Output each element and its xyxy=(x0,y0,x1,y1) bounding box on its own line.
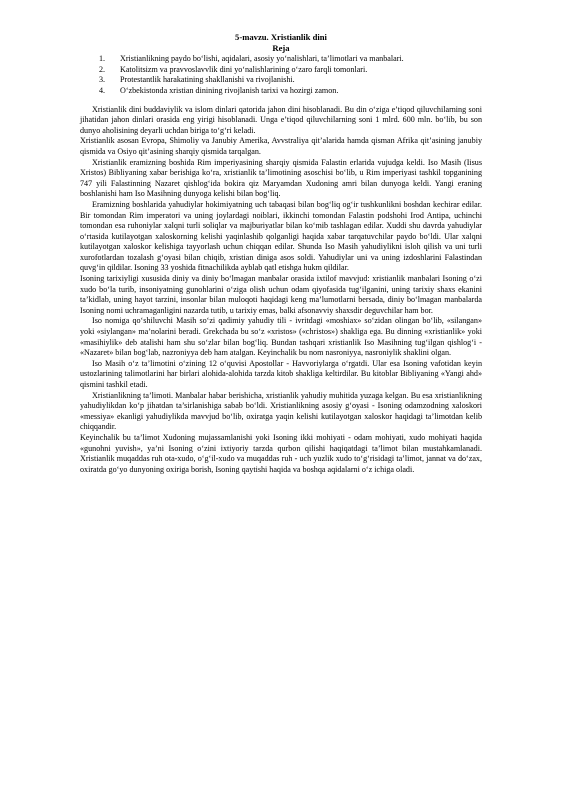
plan-item-number: 4. xyxy=(99,85,106,95)
plan-item xyxy=(80,86,482,97)
plan-item-text: Katolitsizm va pravvoslavvlik dini yo‘nalishlarining o‘zaro farqli tomonlari. xyxy=(120,64,368,74)
plan-item xyxy=(80,75,482,86)
paragraph: Xristianlik dini buddaviylik va islom dinlari qatorida jahon dini hisoblanadi. Bu din o‘ziga e’tiqod qiluvchilarning soni jihatidan jahon dinlari orasida eng yirigi hisoblanadi. Unga e’tiqod qiluvchilarning soni 1 mlrd. 600 mln. bo‘lib, bu son dunyo aholisining deyarli uchdan biriga to‘g‘ri keladi. xyxy=(80,104,482,135)
plan-item-text: Protestantlik harakatining shakllanishi va rivojlanishi. xyxy=(120,75,295,85)
paragraph: Keyinchalik bu ta’limot Xudoning mujassamlanishi yoki Isoning ikki mohiyati - odam mohiyati, xudo mohiyati haqida «gunohni yuvish», ya’ni Isoning o‘zini ixtiyoriy tarzda qurbon qilishi haqiqatdagi ta’limot bilan mustahkamlanadi. Xristianlik muqaddas ruh ota-xudo, o‘g‘il-xudo va muqaddas ruh - uch yuzlik xudo to‘g‘risidagi ta’limot, jannat va do‘zax, oxiratda go‘yo dunyoning oxiriga borish, Isoning qaytishi haqida va boshqa aqidalarni o‘z ichiga oladi. xyxy=(80,432,482,474)
paragraph: Isoning tarixiyligi xususida diniy va diniy bo‘lmagan manbalar orasida ixtilof mavvjud: xristianlik manbalari Isoning o‘zi xudo bo‘la turib, insoniyatning gunohlarini o‘ziga olish uchun odam qiyofasida tug‘ilganini, uning tarixiy shaxs ekanini ta’kidlab, uning hayot tarzini, insonlar bilan muloqoti haqidagi keng ma’lumotlarni bersada, diniy bo‘lmagan manbalarda Isoning nomi uchramaganligini nazarda tutib, u tarixiy emas, balki afsonavviy shaxsdir deguvchilar ham bor. xyxy=(80,274,482,315)
plan-list xyxy=(80,54,482,96)
plan-item-number: 3. xyxy=(99,75,106,85)
plan-item xyxy=(80,65,482,76)
document-title: 5-mavzu. Xristianlik dini xyxy=(235,32,327,42)
plan-item xyxy=(80,54,482,65)
paragraph: Xristianlikning ta’limoti. Manbalar habar berishicha, xristianlik yahudiy muhitida yuzaga kelgan. Bu esa xristianlikning yahudiylikdan ko‘p jihatdan ta’sirlanishiga sabab bo‘ldi. Xristianlikning asosiy g‘oyasi - Isoning odamzodning xaloskori «messiya» ekanligi yahudiylikda mavvjud bo‘lib, oxiratga yaqin kelishi kutilayotgan xaloskor haqidagi ta’limotdan kelib chiqqandir. xyxy=(80,390,482,432)
plan-item-number: 1. xyxy=(99,54,106,64)
paragraph: Iso nomiga qo‘shiluvchi Masih so‘zi qadimiy yahudiy tili - ivritdagi «moshiax» so‘zidan olingan bo‘lib, «silangan» yoki «siylangan» ma’nolarini beradi. Grekchada bu so‘z «xristos» («christos») shakliga ega. Bu dinning «xristianlik» yoki «masihiylik» deb atalishi ham shu so‘zlar bilan bog‘liq. Bundan tashqari xristianlik Iso Masihning tug‘ilgan qishlog‘i - «Nazaret» bilan bog‘lab, nazroniyya deb ham atalgan. Keyinchalik bu nom nasroniyya, nasroniylik shaklini olgan. xyxy=(80,316,482,358)
document-subtitle: Reja xyxy=(272,42,290,53)
plan-item-text: O‘zbekistonda xristian dinining rivojlanish tarixi va hozirgi zamon. xyxy=(120,85,339,95)
plan-item-text: Xristianlikning paydo bo‘lishi, aqidalari, asosiy yo‘nalishlari, ta’limotlari va manbalari. xyxy=(120,54,404,64)
paragraph: Xristianlik asosan Evropa, Shimoliy va Janubiy Amerika, Avvstraliya qit’alarida hamda qisman Afrika qit’asining janubiy qismida va Osiyo qit’asining sharqiy qismida tarqalgan. xyxy=(80,136,482,156)
body-text xyxy=(80,105,482,476)
plan-item-number: 2. xyxy=(99,64,106,74)
paragraph: Eramizning boshlarida yahudiylar hokimiyatning uch tabaqasi bilan bog‘liq og‘ir tushkunlikni boshdan kechirar edilar. Bir tomondan Rim imperatori va uning joylardagi noiblari, ikkinchi tomondan Falastin podshohi Irod Antipa, uchinchi tomondan esa ruhoniylar xalqni turli soliqlar va majburiyatlar bilan ko‘mib tashlagan edilar. Xuddi shu davrda yahudiylar o‘rtasida kutilayotgan xaloskorning kelishi yaqinlashib qolganligi haqida xabar tarqatuvchilar paydo bo‘ldi. Ular xalqni kutilayotgan xaloskor kelishiga tayyorlash uchun chiqqan edilar. Shunda Iso Masih yahudiylikni isloh qilish va uni turli xurofotlardan tozalash g‘oyasi bilan chiqib, xristian diniga asos soldi. Yahudiylar uni va uning izdoshlarini Falastindan quvg‘in qildilar. Isoning 33 yoshida fitnachilikda ayblab qatl etishga hukm qildilar. xyxy=(80,199,482,273)
paragraph: Xristianlik eramizning boshida Rim imperiyasining sharqiy qismida Falastin erlarida vujudga keldi. Iso Masih (Iisus Xristos) Bibliyaning xabar berishiga ko‘ra, xristianlik ta’limotining asoschisi bo‘lib, u Rim imperiyasi tashkil topganining 747 yili Falastinning Nazaret qishlog‘ida bokira qiz Maryamdan Xudoning amri bilan dunyoga keldi. Yangi eraning boshlanishi ham Iso Masihning dunyoga kelishi bilan bog‘liq. xyxy=(80,157,482,199)
paragraph: Iso Masih o‘z ta’limotini o‘zining 12 o‘quvisi Apostollar - Havvoriylarga o‘rgatdi. Ular esa Isoning vafotidan keyin ustozlarining talimotlarini har birlari alohida-alohida tarzda kitob shakliga keltirdilar. Bu kitoblar Bibliyaning «Yangi ahd» qismini tashkil etadi. xyxy=(80,358,482,389)
document-page xyxy=(80,32,482,475)
